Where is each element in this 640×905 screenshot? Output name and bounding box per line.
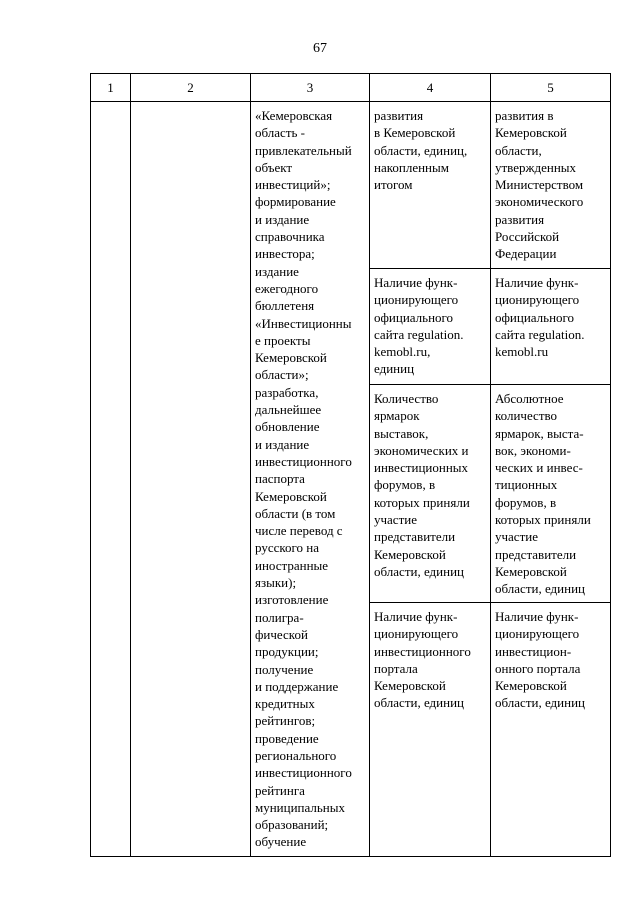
- header-cell-2: 2: [131, 74, 251, 102]
- page-number: 67: [313, 41, 327, 56]
- header-cell-5: 5: [491, 74, 611, 102]
- table-row: [91, 102, 611, 269]
- cell-method: Наличие функ- ционирующего официального сайта regulation. kemobl.ru: [491, 269, 611, 385]
- header-cell-4: 4: [370, 74, 491, 102]
- cell-method: Наличие функ- ционирующего инвестицион- онного портала Кемеровской области, единиц: [491, 603, 611, 857]
- table-header-row: [91, 74, 611, 102]
- cell-indicator: Наличие функ- ционирующего инвестиционного портала Кемеровской области, единиц: [370, 603, 491, 857]
- cell-indicator: Наличие функ- ционирующего официального сайта regulation. kemobl.ru, единиц: [370, 269, 491, 385]
- cell-col1: [91, 102, 131, 857]
- header-cell-1: 1: [91, 74, 131, 102]
- cell-method: развития в Кемеровской области, утвержденных Министерством экономического развития Российской Федерации: [491, 102, 611, 269]
- cell-col2: [131, 102, 251, 857]
- header-cell-3: 3: [251, 74, 370, 102]
- indicator-table: [90, 73, 611, 857]
- cell-col3-measures: «Кемеровская область - привлекательный объект инвестиций»; формирование и издание справочника инвестора; издание ежегодного бюллетеня «Инвестиционны е проекты Кемеровской области»; разработка, дальнейшее обновление и издание инвестиционного паспорта Кемеровской области (в том числе перевод с русского на иностранные языки); изготовление полигра- фической продукции; получение и поддержание кредитных рейтингов; проведение регионального инвестиционного рейтинга муниципальных образований; обучение: [251, 102, 370, 857]
- cell-method: Абсолютное количество ярмарок, выста- вок, экономи- ческих и инвес- тиционных форумов, в которых приняли участие представители Кемеровской области, единиц: [491, 385, 611, 603]
- cell-indicator: Количество ярмарок выставок, экономических и инвестиционных форумов, в которых приняли участие представители Кемеровской области, единиц: [370, 385, 491, 603]
- cell-indicator: развития в Кемеровской области, единиц, накопленным итогом: [370, 102, 491, 269]
